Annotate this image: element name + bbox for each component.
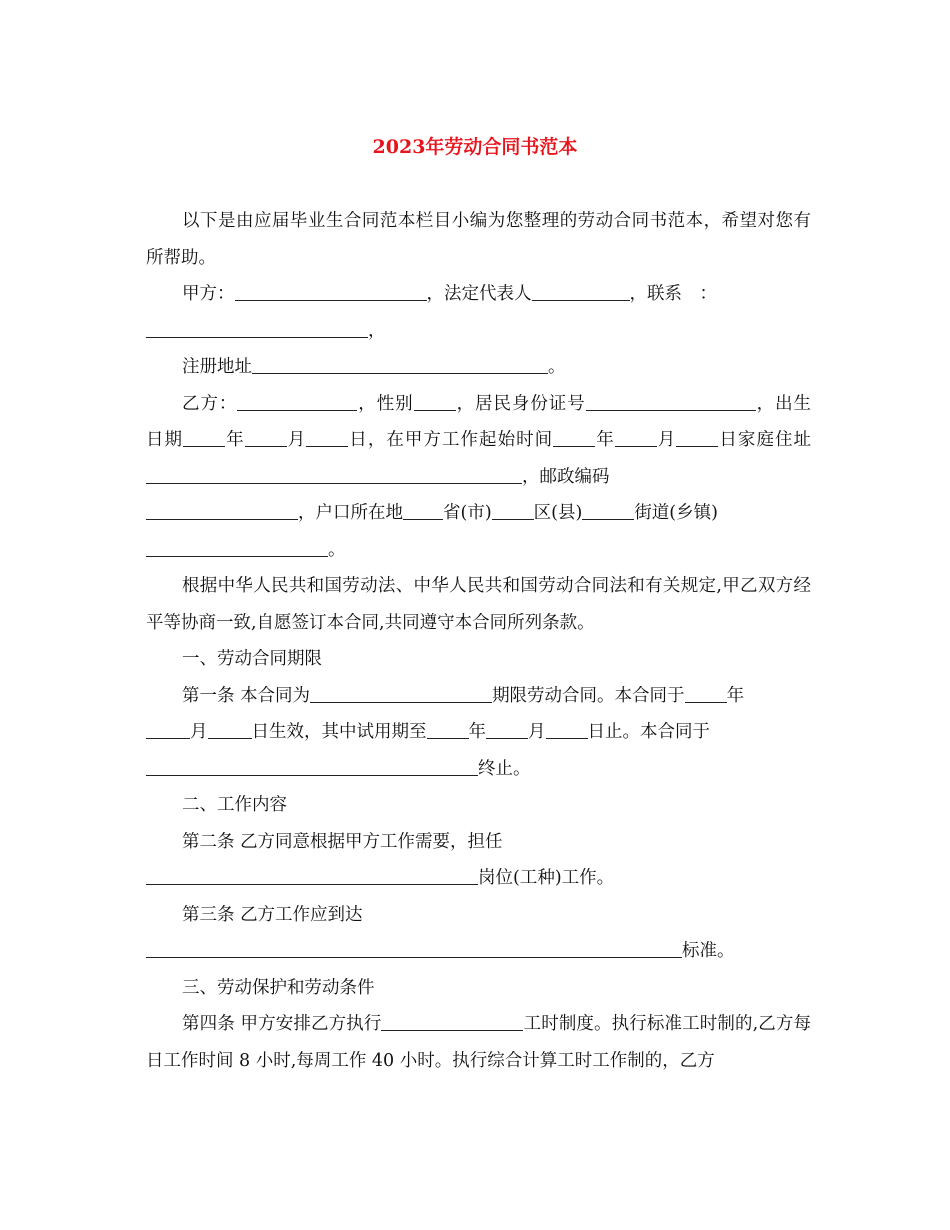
home-address-blank bbox=[146, 466, 522, 484]
party-b-label: 乙方： bbox=[182, 393, 238, 414]
article-4-prefix: 第四条 甲方安排乙方执行 bbox=[182, 1014, 382, 1034]
province-blank bbox=[403, 502, 443, 520]
article-1-termination: 终止。 bbox=[478, 758, 531, 779]
intro-paragraph: 以下是由应届毕业生合同范本栏目小编为您整理的劳动合同书范本，希望对您有所帮助。 bbox=[146, 211, 811, 268]
birth-month-blank bbox=[245, 429, 287, 447]
registered-address-end: 。 bbox=[548, 357, 566, 377]
section-1-heading: 一、劳动合同期限 bbox=[182, 649, 322, 669]
party-a-paragraph bbox=[146, 276, 811, 349]
article-1-prefix: 第一条 本合同为 bbox=[182, 685, 311, 706]
trial-year-blank bbox=[427, 721, 469, 739]
contact-end-punct: ， bbox=[368, 320, 386, 341]
party-b-name-blank bbox=[237, 393, 357, 411]
article-3-prefix: 第三条 乙方工作应到达 bbox=[182, 904, 363, 925]
registered-address-blank bbox=[252, 356, 548, 374]
article-2-prefix: 第二条 乙方同意根据甲方工作需要，担任 bbox=[182, 831, 503, 852]
contact-blank bbox=[146, 320, 368, 338]
street-detail-blank bbox=[146, 539, 328, 557]
legal-rep-blank bbox=[532, 283, 630, 301]
article-1-effective: 日生效，其中试用期至 bbox=[251, 722, 427, 742]
party-a-name-blank bbox=[235, 283, 427, 301]
registered-address-paragraph bbox=[146, 349, 811, 386]
province-unit: 省(市) bbox=[443, 503, 492, 523]
district-unit: 区(县) bbox=[533, 503, 583, 523]
gender-blank bbox=[414, 393, 456, 411]
start-day-blank bbox=[676, 429, 718, 447]
termination-blank bbox=[146, 758, 478, 776]
party-a-label: 甲方： bbox=[182, 284, 235, 304]
effective-year-blank bbox=[685, 685, 727, 703]
article-1-trial-end: 日止。本合同于 bbox=[587, 722, 710, 742]
work-standard-blank bbox=[146, 940, 682, 958]
birth-date-label: ，出生日期 bbox=[146, 393, 812, 450]
article-3-paragraph bbox=[146, 897, 811, 970]
section-3-heading: 三、劳动保护和劳动条件 bbox=[182, 977, 375, 998]
home-address-label: 家庭住址 bbox=[737, 430, 812, 450]
start-month-unit: 月 bbox=[656, 430, 677, 450]
id-number-blank bbox=[586, 393, 756, 411]
effective-day-blank bbox=[208, 721, 252, 739]
start-year-blank bbox=[553, 429, 595, 447]
hukou-label: ，户口所在地 bbox=[298, 503, 403, 523]
registered-address-label: 注册地址 bbox=[182, 357, 252, 377]
street-unit: 街道(乡镇) bbox=[634, 503, 718, 523]
start-date-label: ，在甲方工作起始时间 bbox=[367, 430, 554, 450]
trial-month-blank bbox=[486, 721, 528, 739]
article-1-paragraph bbox=[146, 678, 811, 788]
article-4-rest: 工时制度。执行标准工时制的,乙方每日工作时间 8 小时,每周工作 40 小时。执行综合计算工时工作制的，乙方 bbox=[146, 1014, 812, 1071]
contact-label: ，联系 ： bbox=[629, 284, 717, 304]
trial-day-blank bbox=[546, 721, 588, 739]
party-b-paragraph bbox=[146, 386, 811, 569]
effective-month-blank bbox=[146, 721, 190, 739]
trial-year-unit: 年 bbox=[468, 722, 486, 742]
document-body bbox=[146, 203, 811, 1079]
contract-term-blank bbox=[310, 685, 492, 703]
basis-paragraph: 根据中华人民共和国劳动法、中华人民共和国劳动合同法和有关规定,甲乙双方经平等协商一致,自愿签订本合同,共同遵守本合同所列条款。 bbox=[146, 576, 811, 633]
start-month-blank bbox=[615, 429, 657, 447]
start-day-unit: 日 bbox=[718, 430, 738, 450]
birth-year-blank bbox=[183, 429, 225, 447]
postcode-label: ，邮政编码 bbox=[522, 466, 610, 487]
article-1-term: 期限劳动合同。本合同于 bbox=[492, 685, 685, 706]
effective-month-unit: 月 bbox=[190, 722, 208, 742]
street-blank bbox=[582, 502, 634, 520]
legal-rep-label: ，法定代表人 bbox=[426, 284, 532, 304]
id-number-label: ，居民身份证号 bbox=[455, 393, 586, 414]
start-year-unit: 年 bbox=[595, 430, 615, 450]
position-blank bbox=[146, 867, 478, 885]
birth-month-unit: 月 bbox=[286, 430, 307, 450]
article-2-paragraph bbox=[146, 824, 811, 897]
trial-month-unit: 月 bbox=[528, 722, 546, 742]
effective-year-unit: 年 bbox=[726, 685, 745, 706]
birth-day-unit: 日 bbox=[348, 430, 368, 450]
gender-label: ，性别 bbox=[357, 393, 414, 414]
section-2-heading: 二、工作内容 bbox=[182, 795, 287, 815]
document-title: 2023年劳动合同书范本 bbox=[372, 136, 578, 158]
article-4-paragraph bbox=[146, 1006, 811, 1079]
birth-day-blank bbox=[306, 429, 348, 447]
birth-year-unit: 年 bbox=[225, 430, 245, 450]
postcode-blank bbox=[146, 502, 298, 520]
article-3-suffix: 标准。 bbox=[682, 941, 735, 961]
party-b-end: 。 bbox=[328, 539, 346, 560]
working-hours-blank bbox=[381, 1013, 523, 1031]
district-blank bbox=[492, 502, 534, 520]
article-2-suffix: 岗位(工种)工作。 bbox=[478, 868, 615, 888]
